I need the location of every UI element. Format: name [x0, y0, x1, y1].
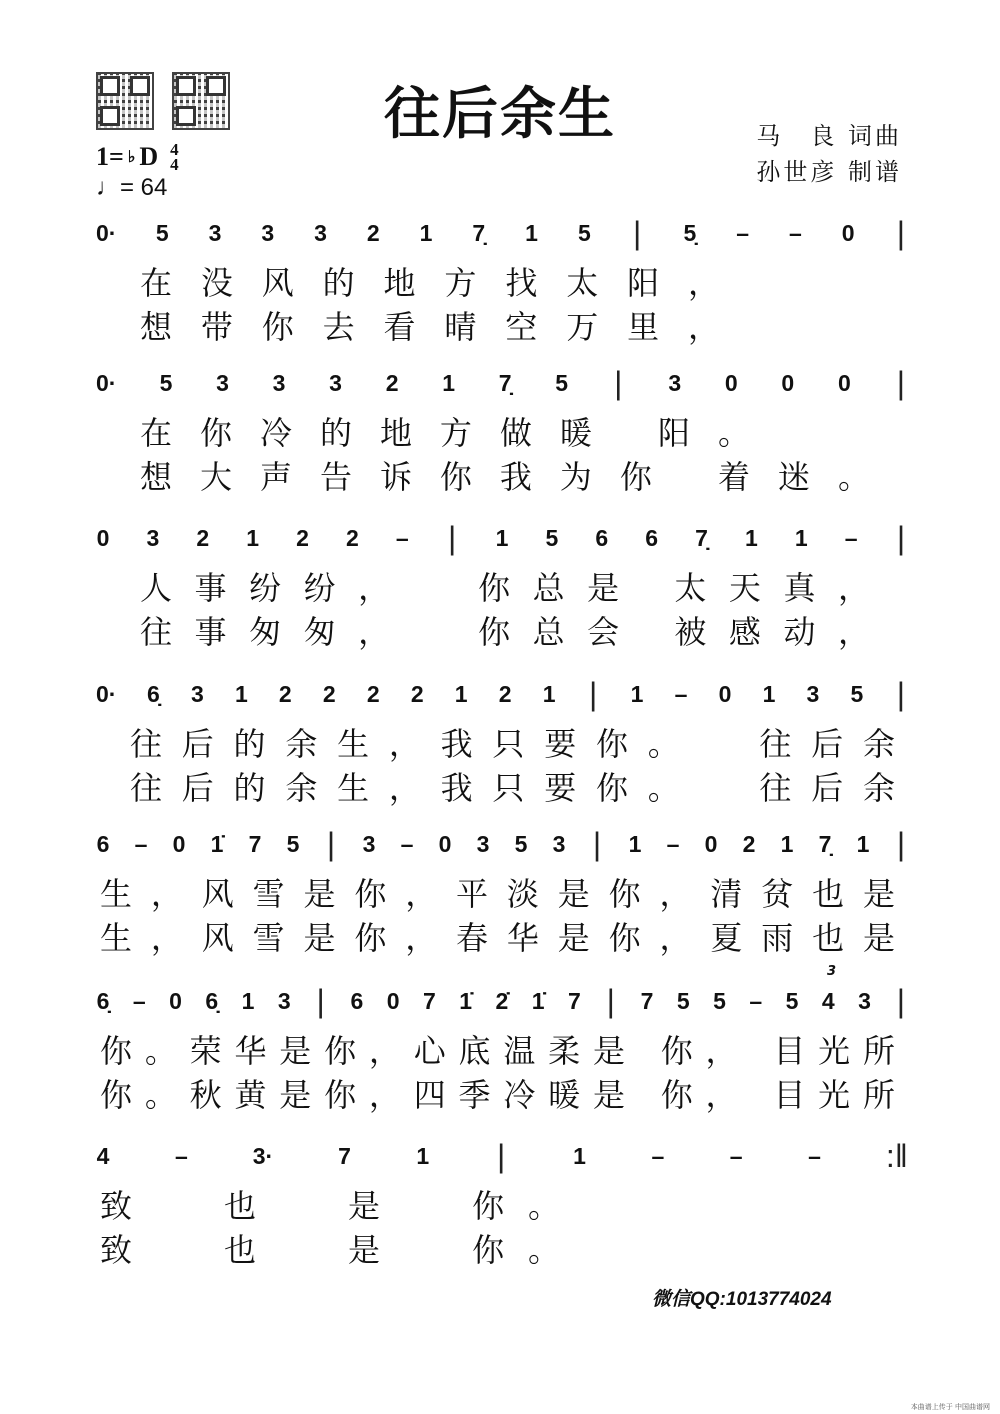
lyric-line-verse-1: 生，风雪是你，平淡是你，清贫也是: [100, 875, 914, 913]
key-prefix: 1=: [96, 142, 124, 171]
note: 5: [850, 680, 864, 707]
notation-line: [96, 675, 908, 712]
note: 7̣: [472, 219, 486, 246]
note: –: [736, 219, 750, 246]
note: 3: [146, 524, 160, 551]
note: 7̣: [498, 369, 512, 396]
note: 5: [155, 219, 169, 246]
lyric-line-verse-2: 往事匆匆， 你总会 被感动，: [140, 613, 893, 651]
time-top: 4: [170, 140, 179, 159]
note: 5: [545, 524, 559, 551]
note: 3: [314, 219, 327, 246]
note: 0·: [96, 369, 117, 396]
note: 2: [366, 680, 380, 707]
note: 1: [454, 680, 468, 707]
note: 2: [296, 524, 309, 551]
bar-line: |: [447, 519, 457, 556]
note: 0·: [96, 219, 117, 246]
note: 0: [841, 219, 855, 246]
lyric-line-verse-2: 你。秋黄是你，四季冷暖是 你， 目光所: [100, 1076, 908, 1114]
note: 1̇: [531, 987, 545, 1014]
note: 0: [837, 369, 851, 396]
note: 3: [329, 369, 342, 396]
note: 6: [96, 830, 110, 857]
note: 5: [286, 830, 300, 857]
note: 5: [676, 987, 690, 1014]
note: 3: [552, 830, 566, 857]
wechat-qq-contact: 微信QQ:1013774024: [652, 1289, 832, 1310]
footer-source: 本曲谱上传于 中国曲谱网: [910, 1403, 990, 1411]
note: –: [729, 1142, 743, 1169]
note: –: [651, 1142, 665, 1169]
note: 3: [272, 369, 286, 396]
note: 2: [322, 680, 336, 707]
notation-line: [96, 214, 908, 251]
note: 3: [190, 680, 204, 707]
bar-line: |: [588, 675, 598, 712]
bar-line: |: [896, 214, 906, 251]
bar-line: |: [316, 982, 325, 1019]
note: 7: [640, 987, 654, 1014]
bar-line: |: [896, 982, 905, 1019]
note: –: [174, 1142, 188, 1169]
note: 3: [261, 219, 275, 246]
note: 0·: [96, 680, 117, 707]
bar-line: :‖: [885, 1137, 908, 1174]
bar-line: |: [632, 214, 642, 251]
transcriber: 孙世彦 制谱: [756, 158, 902, 186]
note: 5: [713, 987, 726, 1014]
note: 0: [718, 680, 732, 707]
note: 3: [208, 219, 222, 246]
note: –: [395, 524, 409, 551]
note: 1: [419, 219, 433, 246]
note: 1: [794, 524, 808, 551]
notation-line: [96, 825, 908, 862]
note: 1: [744, 524, 758, 551]
note: –: [132, 987, 146, 1014]
note: 6: [350, 987, 364, 1014]
bar-line: |: [896, 675, 906, 712]
note: 6̣: [147, 680, 160, 707]
note: 7̣: [695, 524, 708, 551]
key-signature: [96, 142, 179, 172]
note: 6: [595, 524, 609, 551]
note: –: [808, 1142, 821, 1169]
note: 4: [96, 1142, 110, 1169]
note: 0: [386, 987, 400, 1014]
note: 1: [241, 987, 255, 1014]
note: 3: [216, 369, 229, 396]
note: 3·: [252, 1142, 274, 1169]
note: 1: [630, 680, 644, 707]
note: 0: [172, 830, 186, 857]
flat-sign: ♭: [127, 149, 136, 166]
lyricist-composer: 马 良 词曲: [756, 122, 902, 150]
note: 0: [724, 369, 738, 396]
note: 0: [781, 369, 795, 396]
note: –: [749, 987, 763, 1014]
note: 0: [169, 987, 182, 1014]
tempo-value: = 64: [120, 174, 168, 201]
note: 0: [438, 830, 452, 857]
note: 5: [577, 219, 591, 246]
notation-line: [96, 519, 908, 556]
notation-line: [96, 1137, 908, 1174]
lyric-line-verse-1: 在你冷的地方做暖 阳。: [140, 414, 779, 452]
note: 5: [159, 369, 173, 396]
notation-line: [96, 364, 908, 401]
note: –: [844, 524, 858, 551]
note: 6: [645, 524, 659, 551]
note: –: [400, 830, 414, 857]
note: 1: [246, 524, 260, 551]
bar-line: |: [896, 825, 906, 862]
note: 3: [668, 369, 682, 396]
quarter-note-icon: ♩: [96, 174, 120, 201]
lyric-line-verse-2: 想大声告诉你我为你 着迷。: [140, 458, 898, 496]
note: 5: [514, 830, 528, 857]
note: –: [789, 219, 802, 246]
note: 2: [345, 524, 359, 551]
note: 2: [366, 219, 380, 246]
tempo-mark: [96, 174, 167, 202]
lyric-line-verse-2: 生，风雪是你，春华是你，夏雨也是: [100, 919, 914, 957]
bar-line: |: [896, 519, 906, 556]
note: 0: [96, 524, 110, 551]
note: 2: [278, 680, 292, 707]
lyric-line-verse-2: 往后的余生，我只要你。 往后余: [130, 769, 915, 807]
note: 3: [362, 830, 376, 857]
note: –: [674, 680, 688, 707]
note: 1: [495, 524, 509, 551]
note: 7̣: [818, 830, 832, 857]
note: 2: [410, 680, 424, 707]
note: 5: [555, 369, 569, 396]
lyric-line-verse-1: 往后的余生，我只要你。 往后余: [130, 725, 915, 763]
note: 1: [780, 830, 794, 857]
note: 3: [858, 987, 871, 1014]
note: 1: [762, 680, 776, 707]
note: 3: [476, 830, 490, 857]
time-signature: [170, 142, 179, 172]
note: 7: [422, 987, 436, 1014]
note: 2: [498, 680, 512, 707]
note: 6̣: [96, 987, 110, 1014]
notation-line: [96, 982, 908, 1019]
note: 1̇: [210, 830, 224, 857]
note: 1̇: [459, 987, 473, 1014]
note: 1: [573, 1142, 586, 1169]
note: 3: [806, 680, 820, 707]
note: 7: [568, 987, 581, 1014]
note: 3: [277, 987, 291, 1014]
lyric-line-verse-2: 致 也 是 你。: [100, 1231, 584, 1269]
note: –: [134, 830, 148, 857]
bar-line: |: [896, 364, 906, 401]
note: 1: [525, 219, 538, 246]
note: 4: [821, 987, 835, 1014]
bar-line: |: [497, 1137, 506, 1174]
note: 2: [742, 830, 756, 857]
lyric-line-verse-2: 想带你去看晴空万里，: [140, 308, 749, 346]
lyric-line-verse-1: 在没风的地方找太阳，: [140, 264, 749, 302]
bar-line: |: [592, 825, 602, 862]
note: 5: [785, 987, 799, 1014]
note: 1: [442, 369, 456, 396]
note: 2: [196, 524, 210, 551]
note: 7: [248, 830, 262, 857]
bar-line: |: [606, 982, 615, 1019]
note: 2̇: [495, 987, 509, 1014]
note: 1: [542, 680, 556, 707]
song-title: 往后余生: [384, 81, 616, 147]
bar-line: |: [614, 364, 623, 401]
lyric-line-verse-1: 你。荣华是你，心底温柔是 你， 目光所: [100, 1032, 908, 1070]
key-note: D: [139, 142, 159, 171]
note: 1: [856, 830, 870, 857]
note: 2: [385, 369, 399, 396]
bar-line: |: [326, 825, 336, 862]
lyric-line-verse-1: 人事纷纷， 你总是 太天真，: [140, 569, 893, 607]
note: 6̣: [205, 987, 219, 1014]
triplet-mark: 3: [827, 964, 837, 979]
note: 5̣: [683, 219, 697, 246]
note: 1: [234, 680, 248, 707]
note: 1: [628, 830, 642, 857]
lyric-line-verse-1: 致 也 是 你。: [100, 1187, 584, 1225]
note: 1: [416, 1142, 430, 1169]
note: –: [666, 830, 680, 857]
note: 7: [338, 1142, 351, 1169]
time-bottom: 4: [170, 155, 179, 174]
note: 0: [704, 830, 718, 857]
